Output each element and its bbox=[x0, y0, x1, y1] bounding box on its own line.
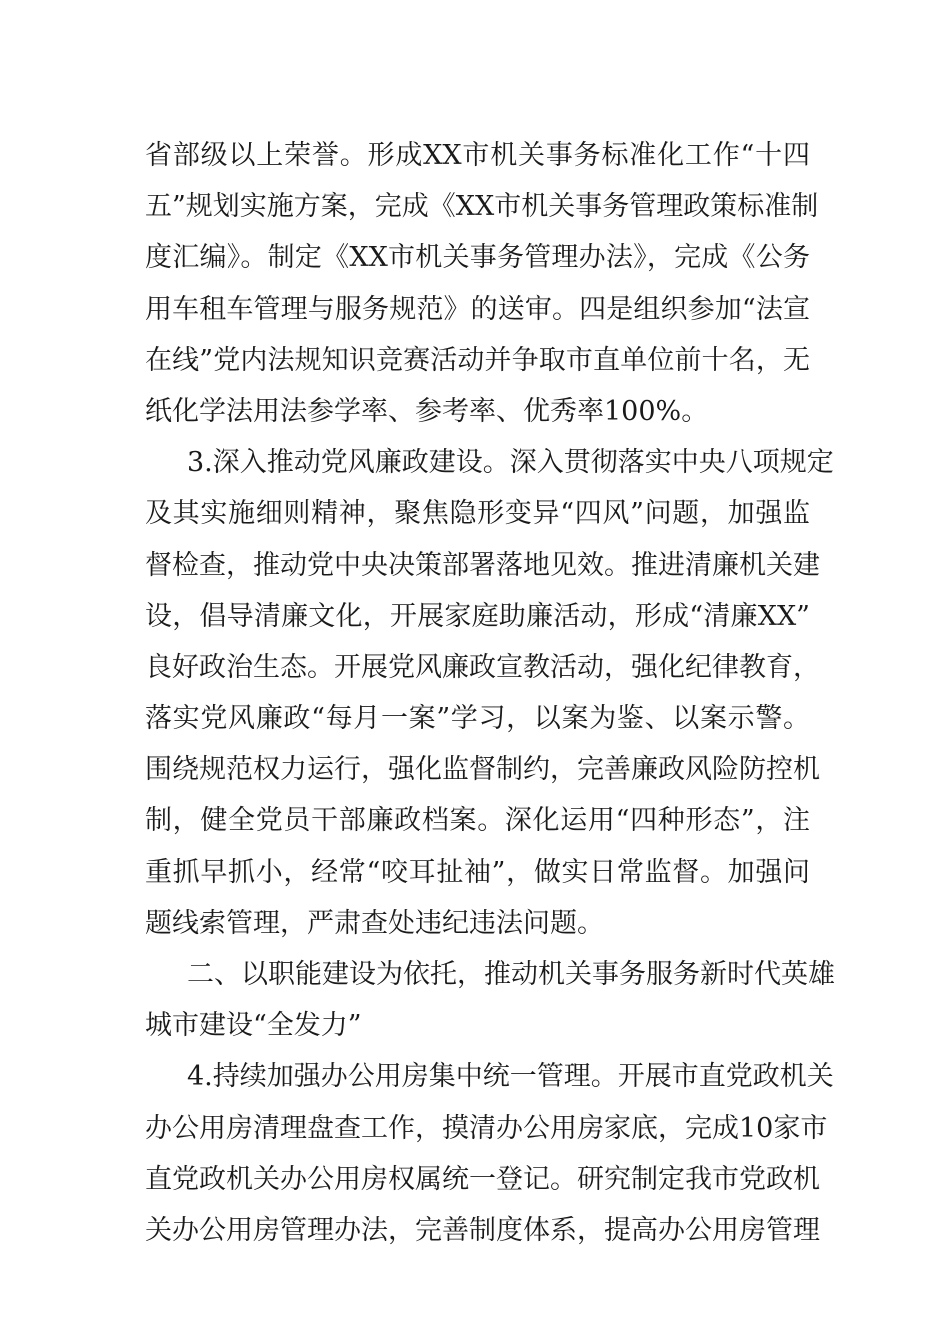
text-line: 用车租车管理与服务规范》的送审。四是组织参加“法宣 bbox=[145, 293, 810, 325]
text-line: 直党政机关办公用房权属统一登记。研究制定我市党政机 bbox=[145, 1163, 820, 1195]
chapter-heading-line: 城市建设“全发力” bbox=[145, 1010, 362, 1042]
chapter-heading-line: 二、以职能建设为依托，推动机关事务服务新时代英雄 bbox=[187, 959, 835, 990]
text-line: 及其实施细则精神，聚焦隐形变异“四风”问题，加强监 bbox=[145, 498, 810, 530]
text-line: 关办公用房管理办法，完善制度体系，提高办公用房管理 bbox=[145, 1214, 820, 1246]
text-line: 度汇编》。制定《XX市机关事务管理办法》，完成《公务 bbox=[145, 242, 810, 274]
text-line: 省部级以上荣誉。形成XX市机关事务标准化工作“十四 bbox=[145, 140, 810, 171]
text-line: 良好政治生态。开展党风廉政宣教活动，强化纪律教育， bbox=[145, 651, 820, 683]
section-heading-line: 4.持续加强办公用房集中统一管理。开展市直党政机关 bbox=[187, 1061, 834, 1093]
text-line: 落实党风廉政“每月一案”学习，以案为鉴、以案示警。 bbox=[145, 703, 810, 735]
text-line: 办公用房清理盘查工作，摸清办公用房家底，完成10家市 bbox=[145, 1112, 828, 1144]
text-line: 设，倡导清廉文化，开展家庭助廉活动，形成“清廉XX” bbox=[145, 600, 810, 632]
text-line: 督检查，推动党中央决策部署落地见效。推进清廉机关建 bbox=[145, 549, 820, 581]
text-line: 重抓早抓小，经常“咬耳扯袖”，做实日常监督。加强问 bbox=[145, 856, 810, 888]
document-body bbox=[145, 130, 835, 1256]
text-line: 制，健全党员干部廉政档案。深化运用“四种形态”，注 bbox=[145, 805, 810, 837]
text-line: 围绕规范权力运行，强化监督制约，完善廉政风险防控机 bbox=[145, 754, 820, 786]
section-heading-line: 3.深入推动党风廉政建设。深入贯彻落实中央八项规定 bbox=[187, 447, 834, 479]
text-line: 在线”党内法规知识竞赛活动并争取市直单位前十名，无 bbox=[145, 344, 810, 376]
text-line: 纸化学法用法参学率、参考率、优秀率100%。 bbox=[145, 395, 709, 427]
text-line: 五”规划实施方案，完成《XX市机关事务管理政策标准制 bbox=[145, 191, 819, 223]
text-line: 题线索管理，严肃查处违纪违法问题。 bbox=[145, 907, 604, 939]
